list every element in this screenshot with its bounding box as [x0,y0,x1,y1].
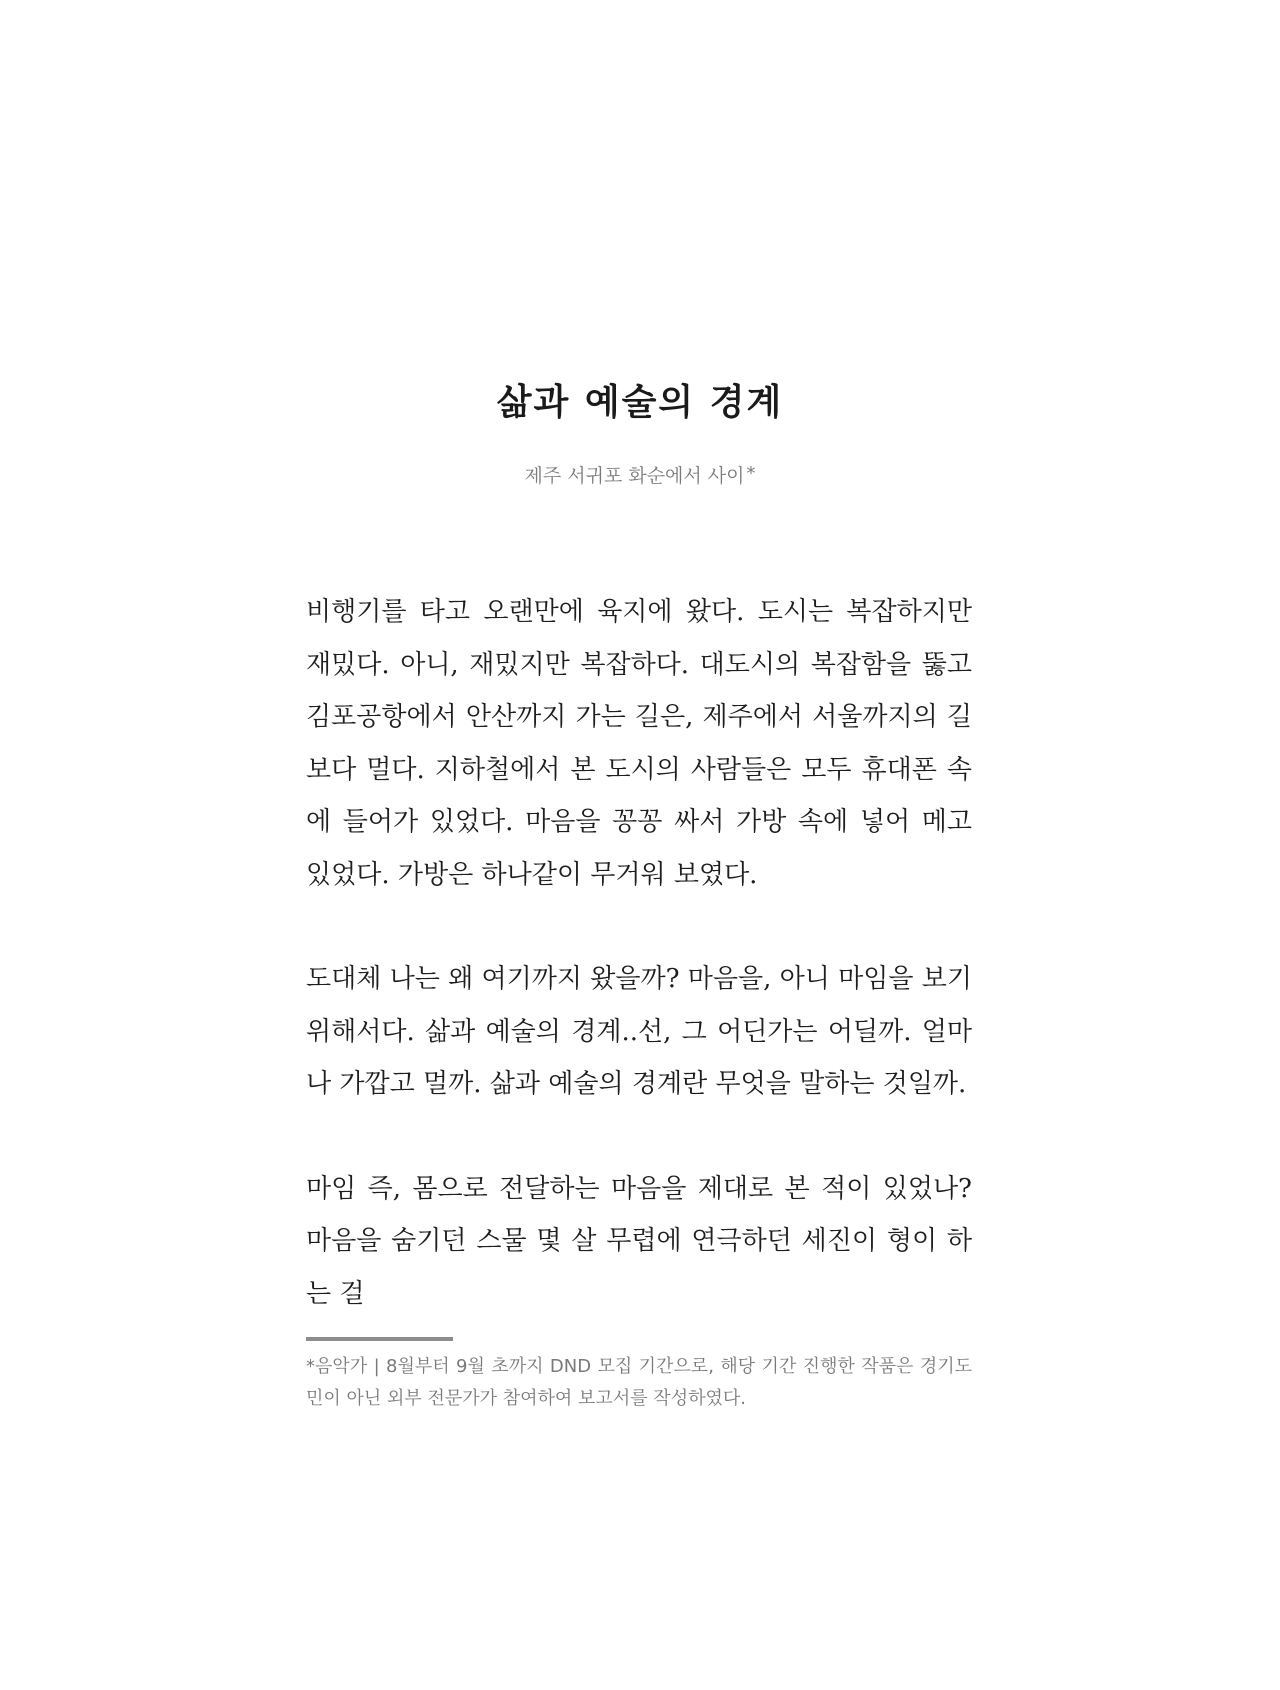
footnote-marker: * [746,463,756,484]
paragraph-1: 비행기를 타고 오랜만에 육지에 왔다. 도시는 복잡하지만 재밌다. 아니, 재밌지만 복잡하다. 대도시의 복잡함을 뚫고 김포공항에서 안산까지 가는 길은, 제주에서 서울까지의 길보다 멀다. 지하철에서 본 도시의 사람들은 모두 휴대폰 속에 들어가 있었다. 마음을 꽁꽁 싸서 가방 속에 넣어 메고 있었다. 가방은 하나같이 무거워 보였다. [306,597,972,890]
paragraph-3: 마임 즉, 몸으로 전달하는 마음을 제대로 본 적이 있었나? 마음을 숨기던 스물 몇 살 무렵에 연극하던 세진이 형이 하는 걸 [306,1173,972,1309]
author-byline [0,461,1280,488]
page-title: 삶과 예술의 경계 [496,381,784,423]
article-body [306,586,972,1320]
byline-text: 제주 서귀포 화순에서 사이 [524,465,745,487]
footnote: *음악가 | 8월부터 9월 초까지 DND 모집 기간으로, 해당 기간 진행한 작품은 경기도민이 아닌 외부 전문가가 참여하여 보고서를 작성하였다. [306,1356,972,1409]
paragraph-2: 도대체 나는 왜 여기까지 왔을까? 마음을, 아니 마임을 보기 위해서다. 삶과 예술의 경계..선, 그 어딘가는 어딜까. 얼마나 가깝고 멀까. 삶과 예술의 경계란 무엇을 말하는 것일까. [306,964,972,1099]
footnote-divider [306,1337,453,1341]
